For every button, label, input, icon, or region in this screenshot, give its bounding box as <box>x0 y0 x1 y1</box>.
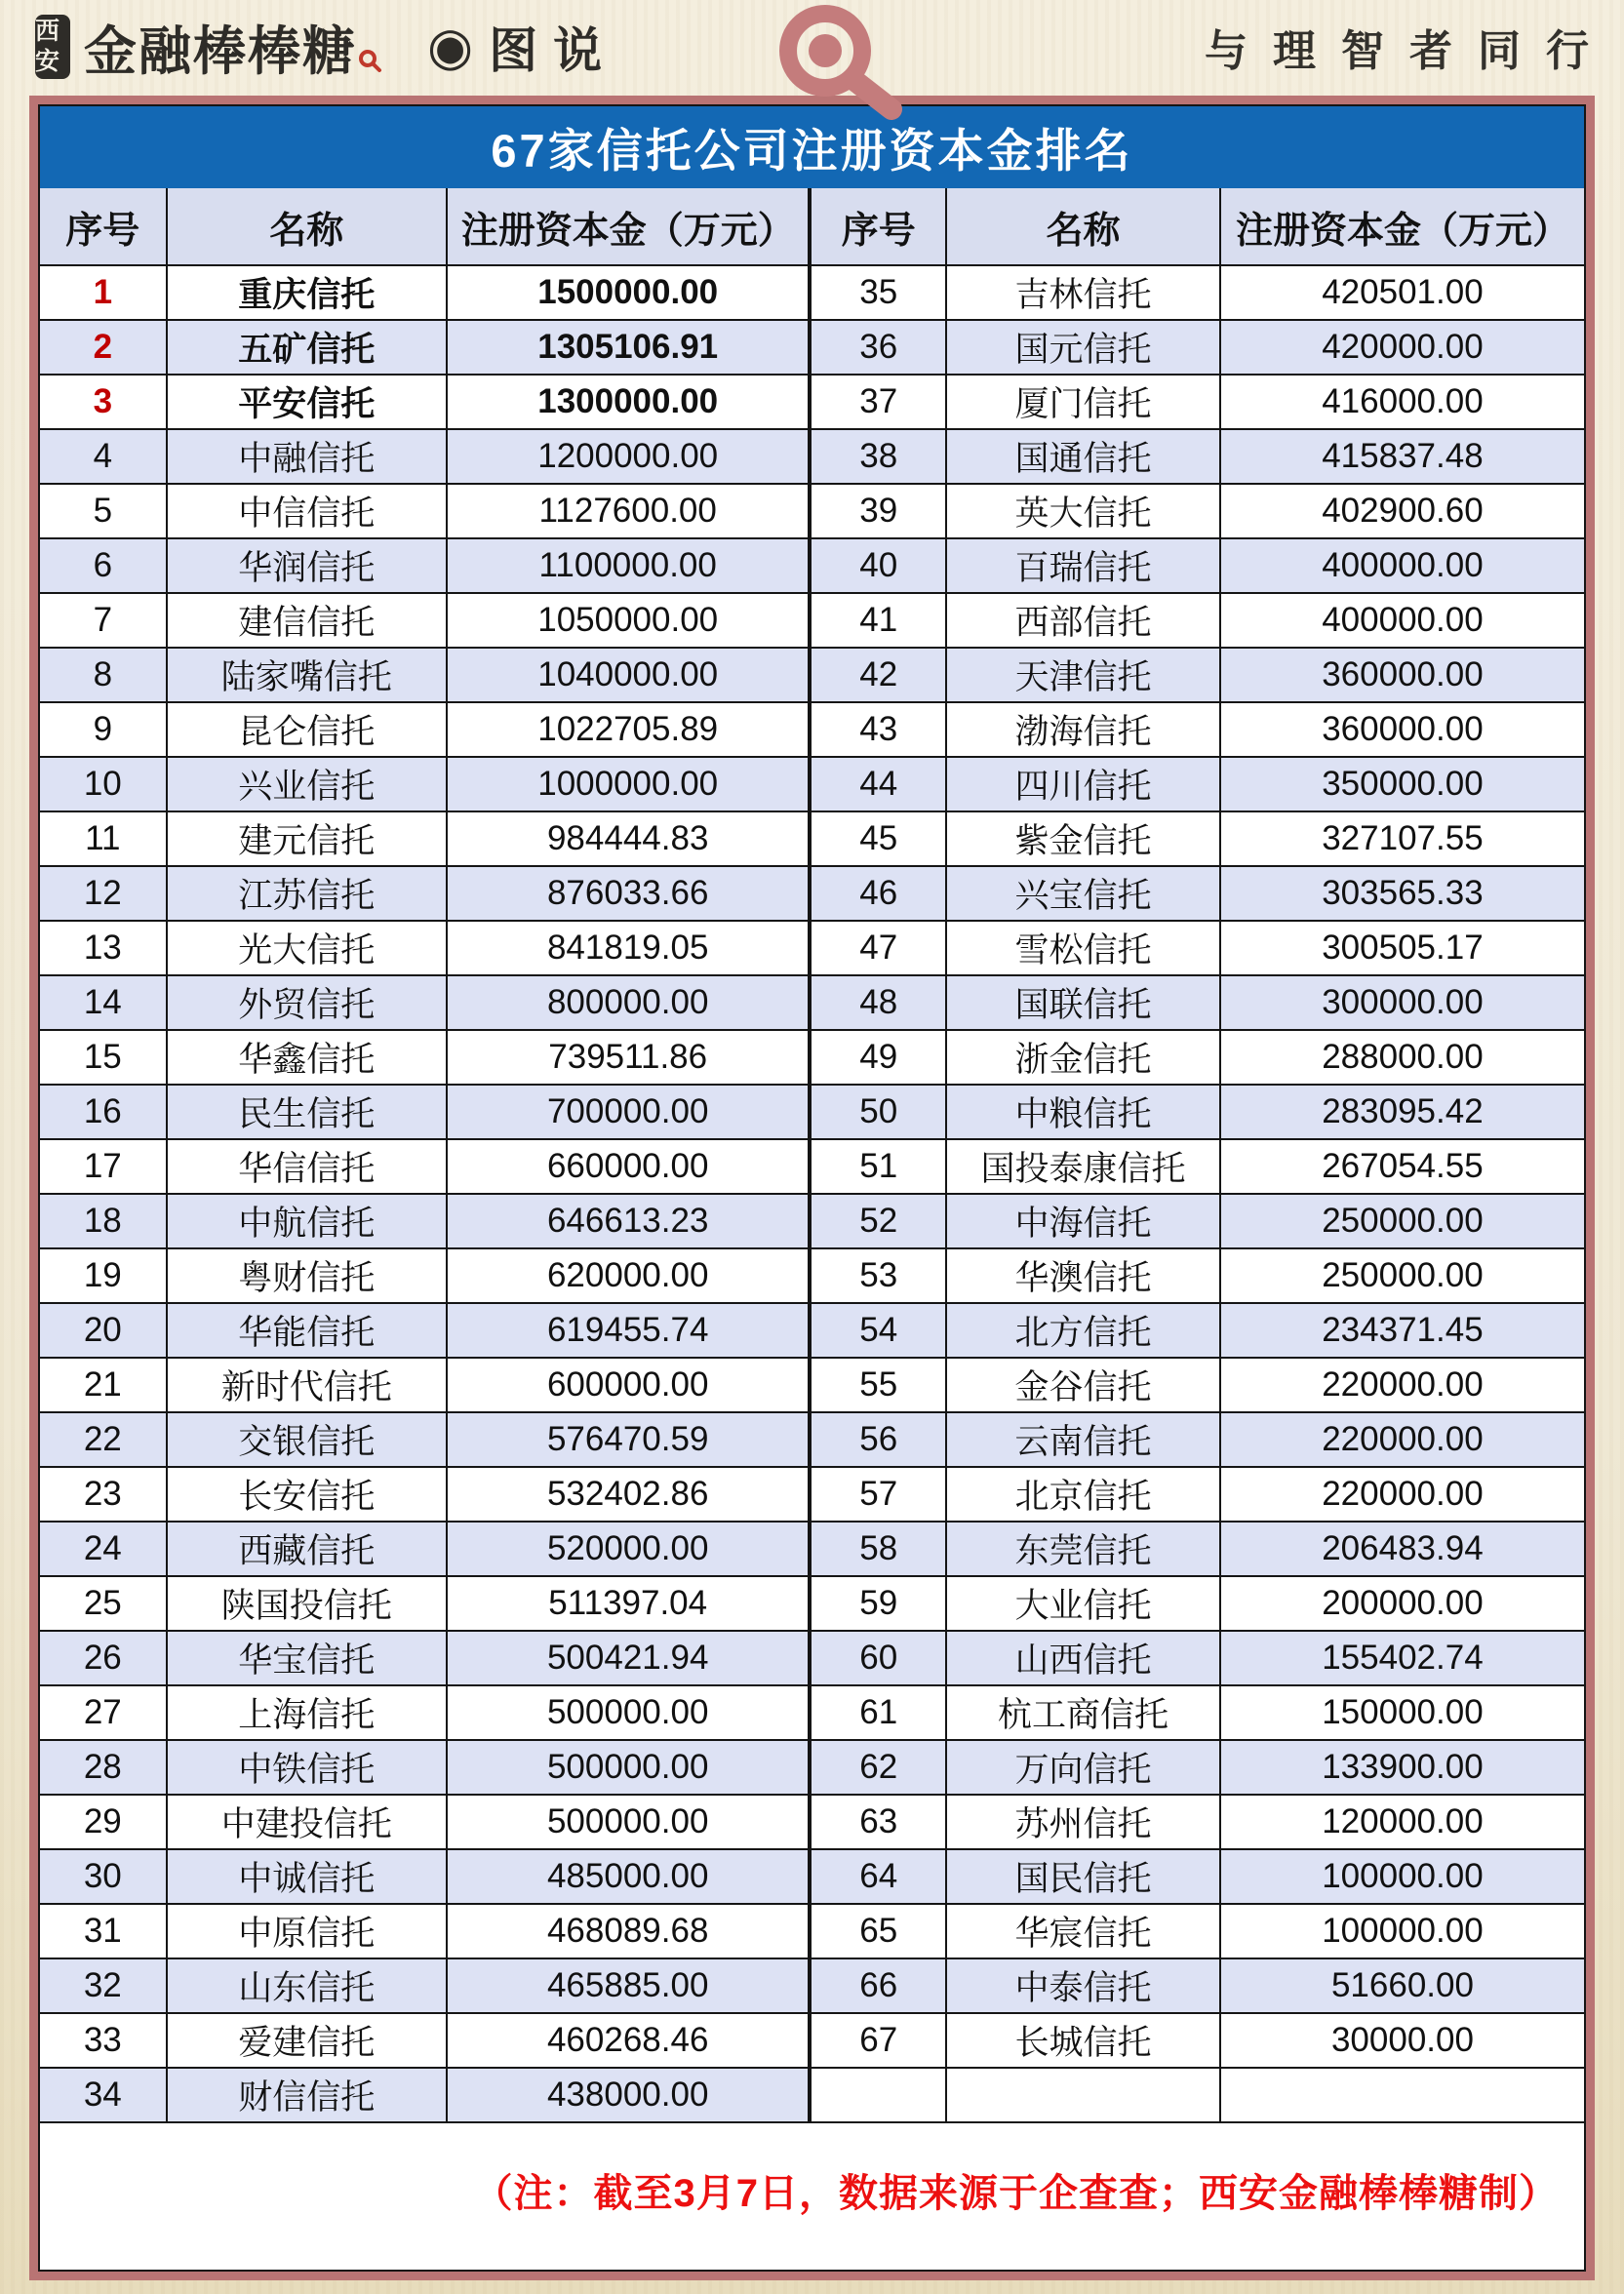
table-row <box>40 594 1584 649</box>
table-row <box>40 976 1584 1031</box>
table-row <box>40 1413 1584 1468</box>
capital-cell: 120000.00 <box>1221 1796 1584 1850</box>
name-cell: 紫金信托 <box>947 812 1221 867</box>
capital-cell: 1022705.89 <box>448 703 812 758</box>
rank-cell: 22 <box>40 1413 168 1468</box>
capital-cell: 420000.00 <box>1221 321 1584 376</box>
name-cell: 五矿信托 <box>168 321 448 376</box>
rank-cell: 6 <box>40 539 168 594</box>
capital-cell: 234371.45 <box>1221 1304 1584 1359</box>
capital-cell: 51660.00 <box>1221 1959 1584 2014</box>
rank-cell: 64 <box>812 1850 947 1905</box>
rank-cell: 35 <box>812 266 947 321</box>
name-cell: 中泰信托 <box>947 1959 1221 2014</box>
rank-cell: 13 <box>40 922 168 976</box>
rank-cell: 1 <box>40 266 168 321</box>
rank-cell: 37 <box>812 376 947 430</box>
capital-cell: 500000.00 <box>448 1796 812 1850</box>
name-cell: 长城信托 <box>947 2014 1221 2069</box>
capital-cell: 576470.59 <box>448 1413 812 1468</box>
rank-cell: 60 <box>812 1632 947 1686</box>
rank-cell: 39 <box>812 485 947 539</box>
rank-cell: 29 <box>40 1796 168 1850</box>
capital-cell: 303565.33 <box>1221 867 1584 922</box>
name-cell: 外贸信托 <box>168 976 448 1031</box>
capital-cell: 300000.00 <box>1221 976 1584 1031</box>
rank-cell: 45 <box>812 812 947 867</box>
capital-cell: 1305106.91 <box>448 321 812 376</box>
ranking-table-frame <box>29 96 1595 2280</box>
name-cell: 东莞信托 <box>947 1523 1221 1577</box>
table-row <box>40 1086 1584 1140</box>
name-cell: 山东信托 <box>168 1959 448 2014</box>
capital-cell: 416000.00 <box>1221 376 1584 430</box>
capital-cell: 220000.00 <box>1221 1413 1584 1468</box>
name-cell: 光大信托 <box>168 922 448 976</box>
rank-cell: 5 <box>40 485 168 539</box>
capital-cell: 520000.00 <box>448 1523 812 1577</box>
name-cell: 云南信托 <box>947 1413 1221 1468</box>
capital-cell: 485000.00 <box>448 1850 812 1905</box>
name-cell: 平安信托 <box>168 376 448 430</box>
table-header-row <box>40 188 1584 266</box>
capital-cell: 465885.00 <box>448 1959 812 2014</box>
table-row <box>40 539 1584 594</box>
rank-cell: 11 <box>40 812 168 867</box>
name-cell: 国通信托 <box>947 430 1221 485</box>
table-row <box>40 758 1584 812</box>
rank-cell: 30 <box>40 1850 168 1905</box>
rank-cell: 28 <box>40 1741 168 1796</box>
table-row <box>40 1850 1584 1905</box>
name-cell: 建信信托 <box>168 594 448 649</box>
magnifier-icon <box>749 2 923 125</box>
table-row <box>40 1031 1584 1086</box>
capital-cell <box>1221 2069 1584 2123</box>
rank-cell: 47 <box>812 922 947 976</box>
rank-cell: 56 <box>812 1413 947 1468</box>
table-row <box>40 1577 1584 1632</box>
capital-cell: 30000.00 <box>1221 2014 1584 2069</box>
ranking-table <box>38 104 1586 2272</box>
rank-cell: 49 <box>812 1031 947 1086</box>
capital-cell: 800000.00 <box>448 976 812 1031</box>
name-cell: 四川信托 <box>947 758 1221 812</box>
tushuo-group <box>427 12 617 82</box>
capital-cell: 460268.46 <box>448 2014 812 2069</box>
rank-cell: 52 <box>812 1195 947 1249</box>
capital-cell: 133900.00 <box>1221 1741 1584 1796</box>
table-row <box>40 1632 1584 1686</box>
rank-cell: 26 <box>40 1632 168 1686</box>
name-cell: 上海信托 <box>168 1686 448 1741</box>
name-cell: 百瑞信托 <box>947 539 1221 594</box>
name-cell: 英大信托 <box>947 485 1221 539</box>
rank-cell: 2 <box>40 321 168 376</box>
table-row <box>40 1905 1584 1959</box>
table-row <box>40 2069 1584 2123</box>
rank-cell: 31 <box>40 1905 168 1959</box>
capital-cell: 841819.05 <box>448 922 812 976</box>
name-cell: 北方信托 <box>947 1304 1221 1359</box>
table-row <box>40 485 1584 539</box>
capital-cell: 1100000.00 <box>448 539 812 594</box>
name-cell: 金谷信托 <box>947 1359 1221 1413</box>
name-cell: 中航信托 <box>168 1195 448 1249</box>
capital-cell: 220000.00 <box>1221 1468 1584 1523</box>
capital-cell: 660000.00 <box>448 1140 812 1195</box>
table-row <box>40 1523 1584 1577</box>
name-cell <box>947 2069 1221 2123</box>
footer-note: （注：截至3月7日，数据来源于企查查；西安金融棒棒糖制） <box>473 2171 1559 2215</box>
capital-cell: 1040000.00 <box>448 649 812 703</box>
rank-cell: 41 <box>812 594 947 649</box>
name-cell: 华信信托 <box>168 1140 448 1195</box>
name-cell: 兴宝信托 <box>947 867 1221 922</box>
name-cell: 建元信托 <box>168 812 448 867</box>
rank-cell: 50 <box>812 1086 947 1140</box>
capital-cell: 267054.55 <box>1221 1140 1584 1195</box>
capital-cell: 876033.66 <box>448 867 812 922</box>
capital-cell: 500000.00 <box>448 1686 812 1741</box>
table-row <box>40 2014 1584 2069</box>
name-cell: 中诚信托 <box>168 1850 448 1905</box>
capital-cell: 402900.60 <box>1221 485 1584 539</box>
name-cell: 陆家嘴信托 <box>168 649 448 703</box>
rank-cell: 15 <box>40 1031 168 1086</box>
table-row <box>40 321 1584 376</box>
name-cell: 华宸信托 <box>947 1905 1221 1959</box>
rank-cell: 12 <box>40 867 168 922</box>
table-row <box>40 1959 1584 2014</box>
rank-cell: 33 <box>40 2014 168 2069</box>
capital-cell: 200000.00 <box>1221 1577 1584 1632</box>
name-cell: 吉林信托 <box>947 266 1221 321</box>
table-row <box>40 1796 1584 1850</box>
capital-cell: 100000.00 <box>1221 1905 1584 1959</box>
capital-cell: 300505.17 <box>1221 922 1584 976</box>
table-row <box>40 1140 1584 1195</box>
capital-cell: 511397.04 <box>448 1577 812 1632</box>
rank-cell: 14 <box>40 976 168 1031</box>
capital-cell: 739511.86 <box>448 1031 812 1086</box>
capital-cell: 206483.94 <box>1221 1523 1584 1577</box>
name-cell: 中原信托 <box>168 1905 448 1959</box>
table-row <box>40 1195 1584 1249</box>
name-cell: 华润信托 <box>168 539 448 594</box>
name-cell: 江苏信托 <box>168 867 448 922</box>
name-cell: 国民信托 <box>947 1850 1221 1905</box>
rank-cell: 23 <box>40 1468 168 1523</box>
table-row <box>40 1304 1584 1359</box>
capital-cell: 250000.00 <box>1221 1195 1584 1249</box>
bullet-circle-icon: ◉ <box>427 18 474 76</box>
rank-cell: 38 <box>812 430 947 485</box>
capital-cell: 400000.00 <box>1221 594 1584 649</box>
capital-cell: 250000.00 <box>1221 1249 1584 1304</box>
capital-cell: 1300000.00 <box>448 376 812 430</box>
name-cell: 厦门信托 <box>947 376 1221 430</box>
table-title: 67家信托公司注册资本金排名 <box>40 106 1584 188</box>
rank-cell: 67 <box>812 2014 947 2069</box>
name-cell: 万向信托 <box>947 1741 1221 1796</box>
table-row <box>40 812 1584 867</box>
xian-badge: 西安 <box>35 15 70 79</box>
name-cell: 大业信托 <box>947 1577 1221 1632</box>
name-cell: 重庆信托 <box>168 266 448 321</box>
header-name-right: 名称 <box>947 188 1221 266</box>
name-cell: 苏州信托 <box>947 1796 1221 1850</box>
rank-cell: 51 <box>812 1140 947 1195</box>
rank-cell: 17 <box>40 1140 168 1195</box>
capital-cell: 1000000.00 <box>448 758 812 812</box>
rank-cell: 18 <box>40 1195 168 1249</box>
capital-cell: 360000.00 <box>1221 703 1584 758</box>
name-cell: 交银信托 <box>168 1413 448 1468</box>
capital-cell: 288000.00 <box>1221 1031 1584 1086</box>
capital-cell: 360000.00 <box>1221 649 1584 703</box>
table-row <box>40 1741 1584 1796</box>
capital-cell: 500000.00 <box>448 1741 812 1796</box>
name-cell: 粤财信托 <box>168 1249 448 1304</box>
name-cell: 爱建信托 <box>168 2014 448 2069</box>
name-cell: 华澳信托 <box>947 1249 1221 1304</box>
name-cell: 民生信托 <box>168 1086 448 1140</box>
logo-text: 金融棒棒糖 <box>84 21 357 81</box>
name-cell: 中海信托 <box>947 1195 1221 1249</box>
rank-cell: 9 <box>40 703 168 758</box>
capital-cell: 415837.48 <box>1221 430 1584 485</box>
capital-cell: 327107.55 <box>1221 812 1584 867</box>
name-cell: 天津信托 <box>947 649 1221 703</box>
capital-cell: 1050000.00 <box>448 594 812 649</box>
table-row <box>40 867 1584 922</box>
name-cell: 国投泰康信托 <box>947 1140 1221 1195</box>
rank-cell: 59 <box>812 1577 947 1632</box>
rank-cell: 48 <box>812 976 947 1031</box>
tushuo-label: 图说 <box>489 23 618 78</box>
header-capital-right: 注册资本金（万元） <box>1221 188 1584 266</box>
rank-cell: 16 <box>40 1086 168 1140</box>
table-row <box>40 703 1584 758</box>
rank-cell: 3 <box>40 376 168 430</box>
capital-cell: 620000.00 <box>448 1249 812 1304</box>
name-cell: 中融信托 <box>168 430 448 485</box>
rank-cell: 4 <box>40 430 168 485</box>
rank-cell: 24 <box>40 1523 168 1577</box>
name-cell: 浙金信托 <box>947 1031 1221 1086</box>
table-rows <box>40 266 1584 2123</box>
capital-cell: 600000.00 <box>448 1359 812 1413</box>
rank-cell: 40 <box>812 539 947 594</box>
table-row <box>40 1468 1584 1523</box>
name-cell: 兴业信托 <box>168 758 448 812</box>
capital-cell: 150000.00 <box>1221 1686 1584 1741</box>
header-name-left: 名称 <box>168 188 448 266</box>
footer-note-area <box>40 2123 1584 2270</box>
rank-cell: 62 <box>812 1741 947 1796</box>
rank-cell: 20 <box>40 1304 168 1359</box>
capital-cell: 500421.94 <box>448 1632 812 1686</box>
capital-cell: 438000.00 <box>448 2069 812 2123</box>
header-rank-left: 序号 <box>40 188 168 266</box>
name-cell: 长安信托 <box>168 1468 448 1523</box>
rank-cell: 42 <box>812 649 947 703</box>
capital-cell: 420501.00 <box>1221 266 1584 321</box>
rank-cell: 54 <box>812 1304 947 1359</box>
name-cell: 昆仑信托 <box>168 703 448 758</box>
rank-cell <box>812 2069 947 2123</box>
name-cell: 财信信托 <box>168 2069 448 2123</box>
table-row <box>40 922 1584 976</box>
rank-cell: 43 <box>812 703 947 758</box>
rank-cell: 55 <box>812 1359 947 1413</box>
rank-cell: 34 <box>40 2069 168 2123</box>
rank-cell: 61 <box>812 1686 947 1741</box>
name-cell: 北京信托 <box>947 1468 1221 1523</box>
capital-cell: 532402.86 <box>448 1468 812 1523</box>
name-cell: 中粮信托 <box>947 1086 1221 1140</box>
capital-cell: 100000.00 <box>1221 1850 1584 1905</box>
capital-cell: 220000.00 <box>1221 1359 1584 1413</box>
name-cell: 国联信托 <box>947 976 1221 1031</box>
header-rank-right: 序号 <box>812 188 947 266</box>
name-cell: 山西信托 <box>947 1632 1221 1686</box>
name-cell: 雪松信托 <box>947 922 1221 976</box>
capital-cell: 1200000.00 <box>448 430 812 485</box>
rank-cell: 10 <box>40 758 168 812</box>
rank-cell: 36 <box>812 321 947 376</box>
capital-cell: 619455.74 <box>448 1304 812 1359</box>
table-row <box>40 649 1584 703</box>
rank-cell: 21 <box>40 1359 168 1413</box>
table-row <box>40 1686 1584 1741</box>
name-cell: 杭工商信托 <box>947 1686 1221 1741</box>
slogan-text: 与理智者同行 <box>1205 27 1614 75</box>
name-cell: 西部信托 <box>947 594 1221 649</box>
capital-cell: 1500000.00 <box>448 266 812 321</box>
capital-cell: 700000.00 <box>448 1086 812 1140</box>
rank-cell: 58 <box>812 1523 947 1577</box>
capital-cell: 283095.42 <box>1221 1086 1584 1140</box>
rank-cell: 46 <box>812 867 947 922</box>
rank-cell: 63 <box>812 1796 947 1850</box>
brand-logo <box>35 10 617 85</box>
capital-cell: 984444.83 <box>448 812 812 867</box>
rank-cell: 19 <box>40 1249 168 1304</box>
name-cell: 渤海信托 <box>947 703 1221 758</box>
table-row <box>40 376 1584 430</box>
table-row <box>40 266 1584 321</box>
rank-cell: 44 <box>812 758 947 812</box>
name-cell: 华能信托 <box>168 1304 448 1359</box>
capital-cell: 155402.74 <box>1221 1632 1584 1686</box>
capital-cell: 1127600.00 <box>448 485 812 539</box>
rank-cell: 66 <box>812 1959 947 2014</box>
rank-cell: 7 <box>40 594 168 649</box>
name-cell: 西藏信托 <box>168 1523 448 1577</box>
capital-cell: 468089.68 <box>448 1905 812 1959</box>
capital-cell: 646613.23 <box>448 1195 812 1249</box>
name-cell: 中铁信托 <box>168 1741 448 1796</box>
header-capital-left: 注册资本金（万元） <box>448 188 812 266</box>
rank-cell: 32 <box>40 1959 168 2014</box>
logo-magnifier-icon <box>357 48 382 73</box>
name-cell: 新时代信托 <box>168 1359 448 1413</box>
table-row <box>40 1359 1584 1413</box>
rank-cell: 27 <box>40 1686 168 1741</box>
rank-cell: 8 <box>40 649 168 703</box>
capital-cell: 400000.00 <box>1221 539 1584 594</box>
name-cell: 中信信托 <box>168 485 448 539</box>
rank-cell: 53 <box>812 1249 947 1304</box>
rank-cell: 25 <box>40 1577 168 1632</box>
capital-cell: 350000.00 <box>1221 758 1584 812</box>
name-cell: 国元信托 <box>947 321 1221 376</box>
name-cell: 华宝信托 <box>168 1632 448 1686</box>
name-cell: 华鑫信托 <box>168 1031 448 1086</box>
table-row <box>40 1249 1584 1304</box>
rank-cell: 65 <box>812 1905 947 1959</box>
table-row <box>40 430 1584 485</box>
name-cell: 陕国投信托 <box>168 1577 448 1632</box>
rank-cell: 57 <box>812 1468 947 1523</box>
name-cell: 中建投信托 <box>168 1796 448 1850</box>
